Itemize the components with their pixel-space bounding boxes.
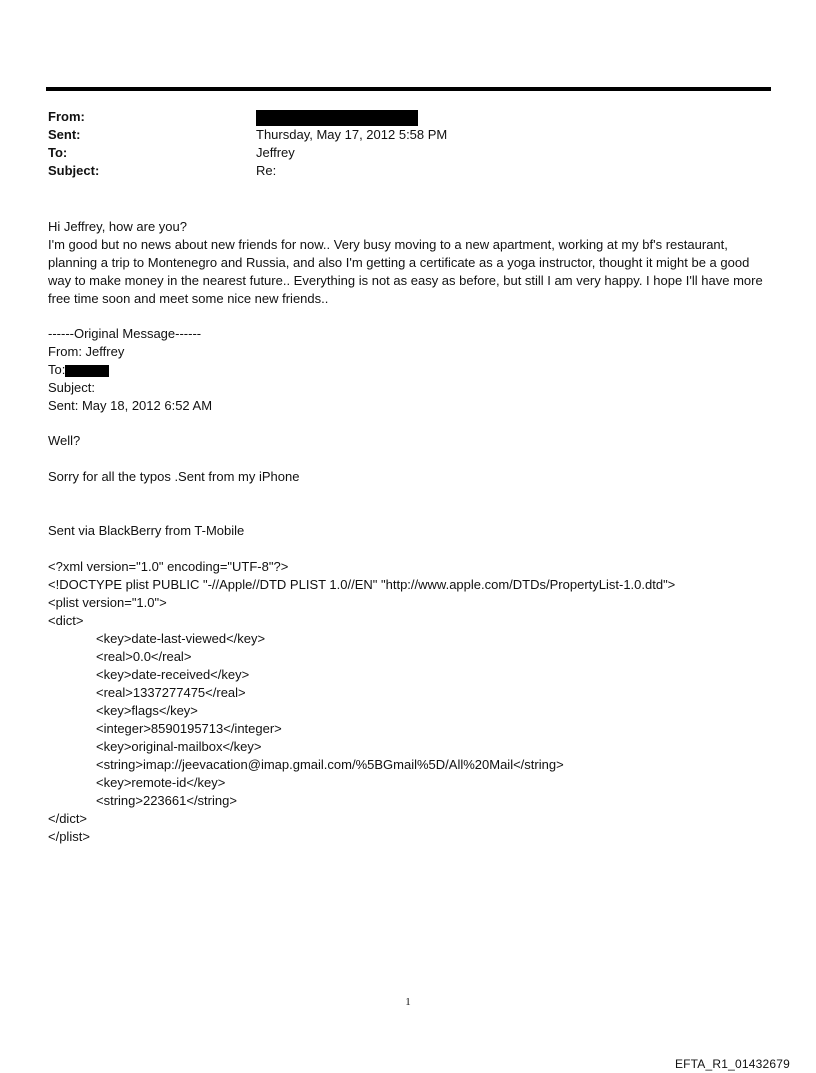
- body-paragraph: I'm good but no news about new friends for now.. Very busy moving to a new apartment, working at my bf's restaurant, planning a trip to Montenegro and Russia, and also I'm getting a certificate as a yoga instructor, thought it might be a good way to make money in the nearest future.. Everything is not as easy as before, but still I am very happy. I hope I'll have more free time soon and meet some nice new friends..: [48, 237, 763, 306]
- original-message: [48, 325, 773, 415]
- xml-line: <key>flags</key>: [96, 703, 198, 718]
- xml-line: <string>223661</string>: [96, 793, 237, 808]
- xml-line: <key>original-mailbox</key>: [96, 739, 262, 754]
- xml-line: <!DOCTYPE plist PUBLIC "-//Apple//DTD PLIST 1.0//EN" "http://www.apple.com/DTDs/PropertyList-1.0.dtd">: [48, 577, 676, 592]
- original-text: Well?: [48, 433, 81, 448]
- xml-line: <integer>8590195713</integer>: [96, 721, 282, 736]
- xml-line: <real>1337277475</real>: [96, 685, 246, 700]
- xml-line: <plist version="1.0">: [48, 595, 167, 610]
- xml-line: <real>0.0</real>: [96, 649, 192, 664]
- original-sent: Sent: May 18, 2012 6:52 AM: [48, 398, 213, 413]
- blackberry-signature: Sent via BlackBerry from T-Mobile: [48, 523, 245, 538]
- to-value: Jeffrey: [256, 145, 295, 160]
- greeting: Hi Jeffrey, how are you?: [48, 219, 187, 234]
- document-id: EFTA_R1_01432679: [674, 1057, 790, 1071]
- page-number: 1: [405, 996, 411, 1008]
- from-value: [256, 108, 418, 126]
- original-to-label: To:: [48, 362, 66, 377]
- header-rule: [46, 87, 771, 91]
- to-label: To:: [48, 145, 68, 160]
- email-body: [48, 218, 773, 308]
- xml-line: </plist>: [48, 829, 90, 844]
- sent-value: Thursday, May 17, 2012 5:58 PM: [256, 127, 448, 142]
- from-label: From:: [48, 109, 85, 124]
- sent-label: Sent:: [48, 127, 81, 142]
- original-from: From: Jeffrey: [48, 344, 125, 359]
- original-to: [48, 361, 773, 379]
- xml-line: <?xml version="1.0" encoding="UTF-8"?>: [48, 559, 289, 574]
- xml-line: <key>remote-id</key>: [96, 775, 226, 790]
- redaction-box: [65, 365, 109, 377]
- subject-value: Re:: [256, 163, 277, 178]
- subject-label: Subject:: [48, 163, 100, 178]
- original-subject: Subject:: [48, 380, 95, 395]
- iphone-signature: Sorry for all the typos .Sent from my iPhone: [48, 469, 300, 484]
- xml-line: <string>imap://jeevacation@imap.gmail.com/%5BGmail%5D/All%20Mail</string>: [96, 757, 564, 772]
- plist-xml: [48, 558, 773, 846]
- xml-line: </dict>: [48, 811, 88, 826]
- original-separator: ------Original Message------: [48, 326, 202, 341]
- redaction-box: [256, 110, 418, 126]
- xml-line: <key>date-received</key>: [96, 667, 250, 682]
- xml-line: <key>date-last-viewed</key>: [96, 631, 266, 646]
- xml-line: <dict>: [48, 613, 84, 628]
